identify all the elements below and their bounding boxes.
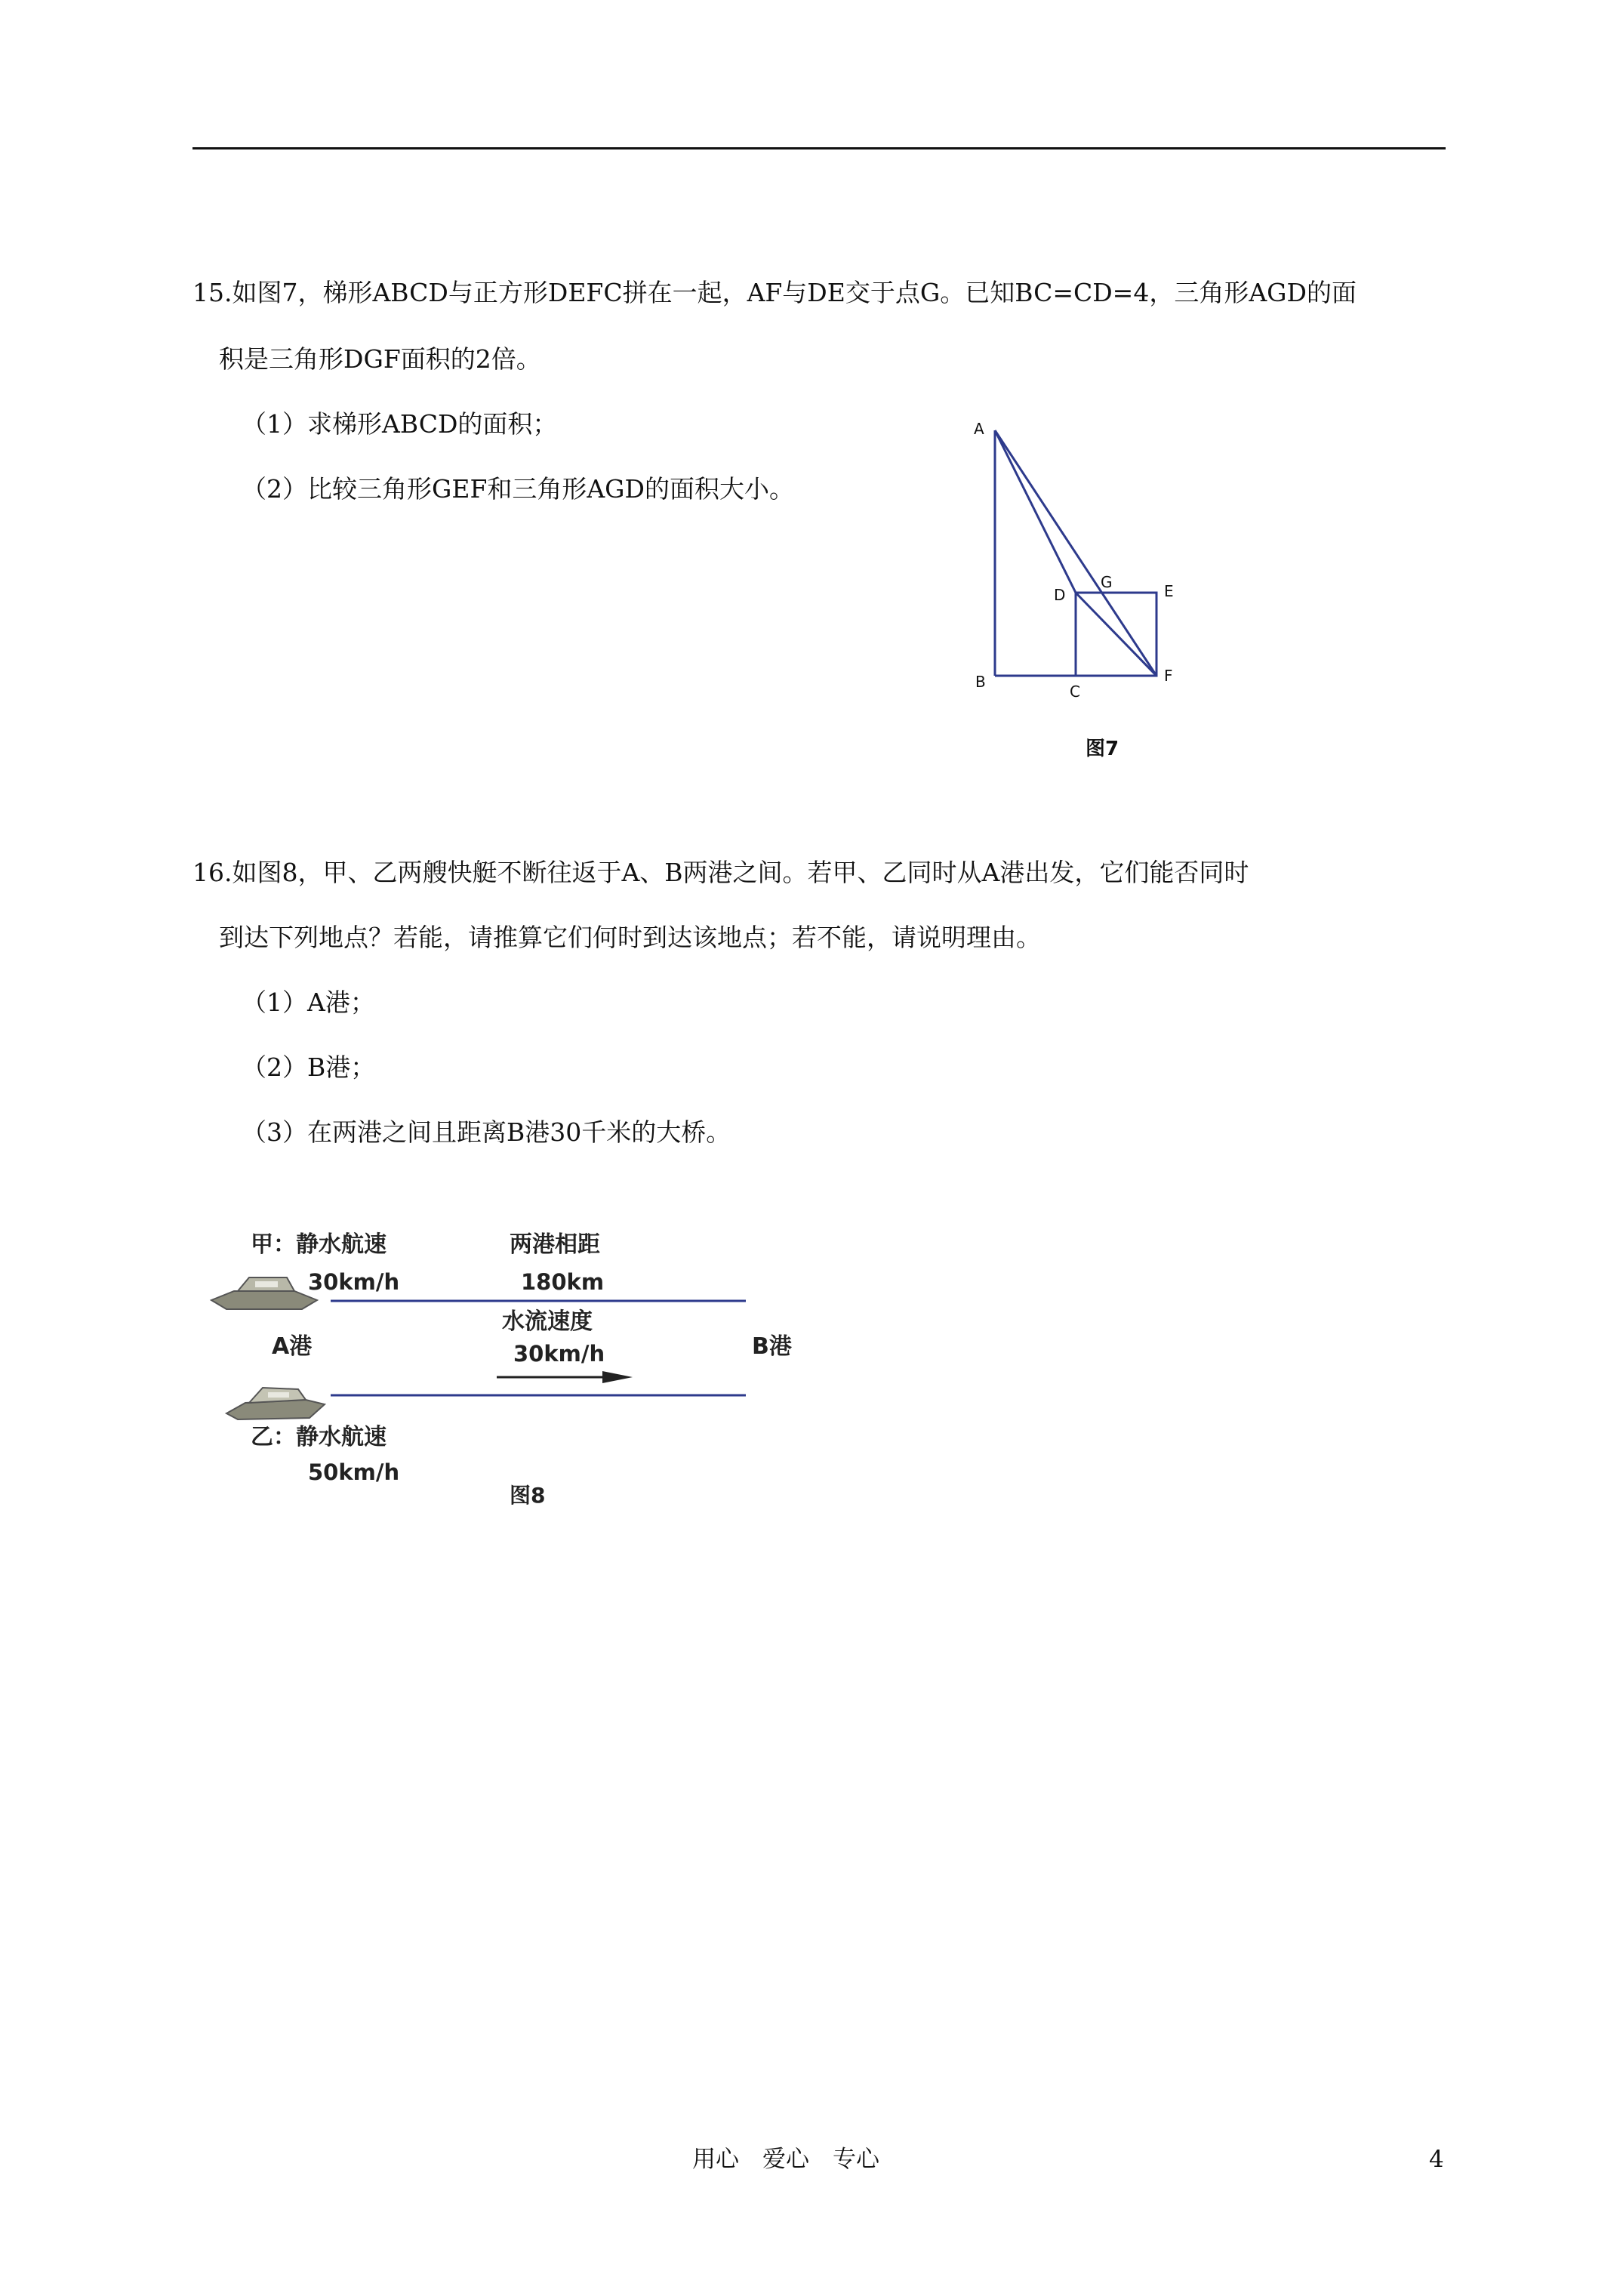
label-G: G	[1101, 573, 1113, 591]
current-arrow-icon	[497, 1371, 633, 1383]
label-B: B	[975, 673, 986, 691]
problem-15-question-1: （1）求梯形ABCD的面积；	[242, 409, 558, 439]
problem-15-line-1: 15.如图7，梯形ABCD与正方形DEFC拼在一起，AF与DE交于点G。已知BC=CD=4，三角形AGD的面	[192, 278, 1357, 307]
distance-label: 两港相距	[510, 1231, 600, 1258]
footer-motto: 用心 爱心 专心	[692, 2146, 879, 2173]
problem-16-line-1: 16.如图8，甲、乙两艘快艇不断往返于A、B两港之间。若甲、乙同时从A港出发，它们能否同时	[192, 858, 1249, 887]
problem-16-line-2: 到达下列地点？若能，请推算它们何时到达该地点；若不能，请说明理由。	[219, 923, 1041, 952]
label-D: D	[1054, 586, 1066, 604]
boat-jia-icon	[211, 1277, 317, 1309]
label-E: E	[1164, 582, 1174, 600]
jia-label: 甲：静水航速	[251, 1231, 387, 1258]
problem-15-question-2: （2）比较三角形GEF和三角形AGD的面积大小。	[242, 474, 794, 504]
boat-yi-icon	[226, 1388, 325, 1419]
segment-AD	[995, 430, 1076, 593]
label-F: F	[1164, 667, 1173, 685]
yi-label: 乙：静水航速	[251, 1424, 387, 1450]
header-rule	[192, 147, 1446, 149]
yi-speed: 50km/h	[308, 1459, 400, 1485]
label-C: C	[1070, 683, 1080, 701]
segment-DF	[1076, 593, 1156, 676]
page-number: 4	[1429, 2146, 1444, 2173]
current-label: 水流速度	[502, 1308, 593, 1335]
problem-16-question-2: （2）B港；	[242, 1052, 376, 1082]
problem-16-question-3: （3）在两港之间且距离B港30千米的大桥。	[242, 1117, 731, 1147]
jia-speed: 30km/h	[308, 1269, 400, 1295]
problem-16-question-1: （1）A港；	[242, 988, 375, 1017]
problem-15-line-2: 积是三角形DGF面积的2倍。	[219, 344, 541, 374]
port-a-label: A港	[272, 1333, 313, 1360]
port-b-label: B港	[752, 1333, 792, 1360]
figure-7	[959, 411, 1261, 774]
figure-8	[204, 1216, 823, 1533]
label-A: A	[974, 420, 984, 438]
figure-8-caption: 图8	[510, 1483, 546, 1508]
current-value: 30km/h	[513, 1341, 605, 1367]
figure-7-caption: 图7	[1086, 738, 1119, 760]
distance-value: 180km	[521, 1269, 605, 1295]
